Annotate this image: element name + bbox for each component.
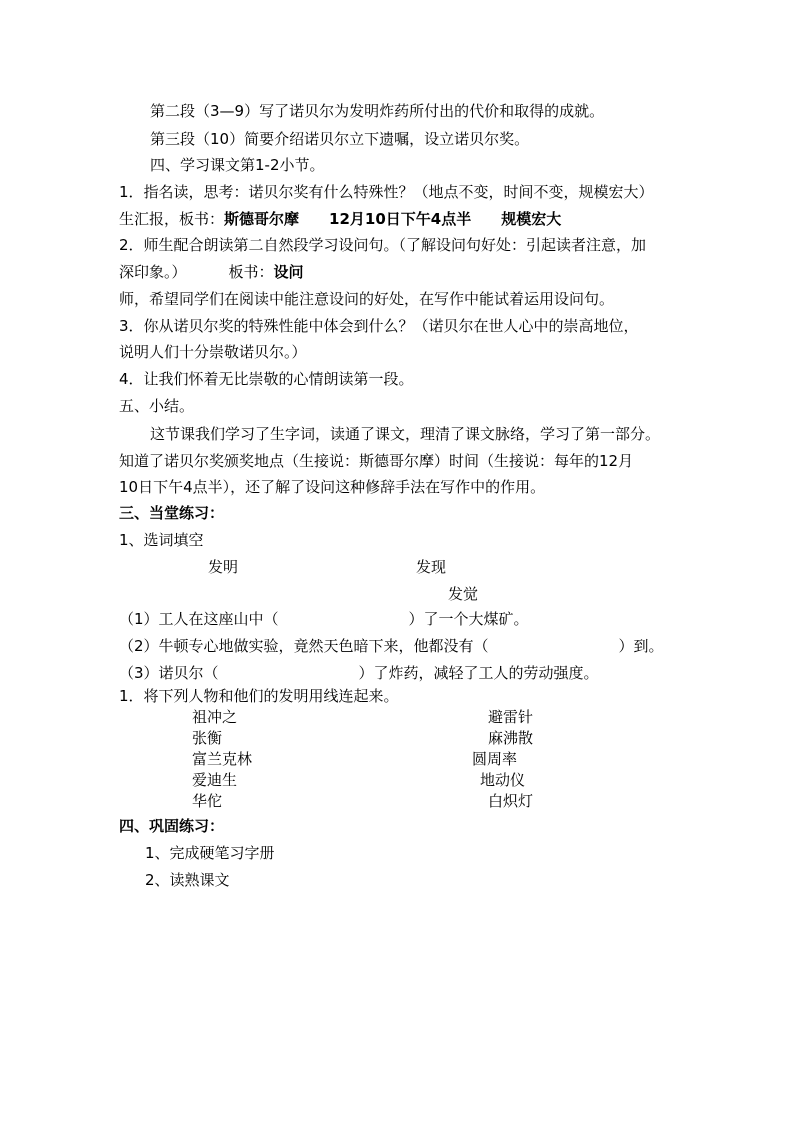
exercise-match: 1．将下列人物和他们的发明用线连起来。 — [119, 687, 399, 705]
heading-study-1-2: 四、学习课文第1-2小节。 — [150, 156, 325, 174]
summary-line-2: 知道了诺贝尔奖颁奖地点（生接说：斯德哥尔摩）时间（生接说：每年的12月 — [119, 452, 634, 470]
heading-summary: 五、小结。 — [119, 397, 195, 415]
question-3-cont: 说明人们十分崇敬诺贝尔。） — [119, 343, 307, 361]
sentence-1-end: ）了一个大煤矿。 — [408, 610, 529, 628]
fill-sentence-1 — [119, 609, 529, 629]
heading-consolidation: 四、巩固练习： — [119, 817, 225, 835]
heading-classroom-practice: 三、当堂练习： — [119, 504, 225, 522]
q2-board-label: 板书： — [228, 263, 274, 281]
invention-item: 避雷针 — [488, 708, 534, 726]
fill-sentence-2 — [119, 636, 664, 656]
question-3: 3．你从诺贝尔奖的特殊性能中体会到什么？（诺贝尔在世人心中的崇高地位， — [119, 317, 639, 335]
summary-line-3: 10日下午4点半），还了解了设问这种修辞手法在写作中的作用。 — [119, 478, 546, 496]
person-item: 祖冲之 — [192, 708, 238, 726]
person-item: 华佗 — [192, 792, 223, 810]
question-1: 1．指名读，思考：诺贝尔奖有什么特殊性？（地点不变，时间不变，规模宏大） — [119, 183, 654, 201]
invention-item: 圆周率 — [472, 750, 518, 768]
task-1: 1、完成硬笔习字册 — [145, 844, 275, 862]
paragraph-section-three: 第三段（10）简要介绍诺贝尔立下遗嘱，设立诺贝尔奖。 — [150, 130, 530, 148]
sentence-2-start: （2）牛顿专心地做实验，竟然天色暗下来，他都没有（ — [119, 637, 489, 655]
q2-board-value: 设问 — [273, 263, 304, 281]
person-item: 富兰克林 — [192, 750, 253, 768]
q2-cont-text: 深印象。） — [119, 263, 187, 281]
summary-line-1: 这节课我们学习了生字词，读通了课文，理清了课文脉络，学习了第一部分。 — [150, 425, 661, 443]
word-option-1: 发明 — [208, 558, 239, 576]
blackboard-place: 斯德哥尔摩 — [224, 210, 300, 228]
sentence-3-end: ）了炸药，减轻了工人的劳动强度。 — [358, 664, 599, 682]
word-option-3: 发觉 — [448, 585, 479, 603]
blackboard-time: 12月10日下午4点半 — [329, 210, 472, 228]
question-4: 4．让我们怀着无比崇敬的心情朗读第一段。 — [119, 370, 414, 388]
task-2: 2、读熟课文 — [145, 871, 230, 889]
person-item: 张衡 — [192, 729, 223, 747]
invention-item: 白炽灯 — [488, 792, 534, 810]
blackboard-scale: 规模宏大 — [501, 210, 562, 228]
person-item: 爱迪生 — [192, 771, 238, 789]
fill-sentence-3 — [119, 663, 599, 683]
sentence-3-start: （3）诺贝尔（ — [119, 664, 219, 682]
invention-item: 地动仪 — [480, 771, 526, 789]
paragraph-section-two: 第二段（3—9）写了诺贝尔为发明炸药所付出的代价和取得的成就。 — [150, 102, 605, 120]
blackboard-line-1 — [119, 209, 561, 229]
invention-item: 麻沸散 — [488, 729, 534, 747]
sentence-2-end: ）到。 — [618, 637, 664, 655]
teacher-remark: 师，希望同学们在阅读中能注意设问的好处，在写作中能试着运用设问句。 — [119, 290, 615, 308]
question-2: 2．师生配合朗读第二自然段学习设问句。（了解设问句好处：引起读者注意，加 — [119, 236, 647, 254]
question-2-cont — [119, 262, 304, 282]
word-option-2: 发现 — [416, 558, 447, 576]
sentence-1-start: （1）工人在这座山中（ — [119, 610, 279, 628]
exercise-fill-words: 1、选词填空 — [119, 531, 204, 549]
blackboard-prefix: 生汇报，板书： — [119, 210, 225, 228]
